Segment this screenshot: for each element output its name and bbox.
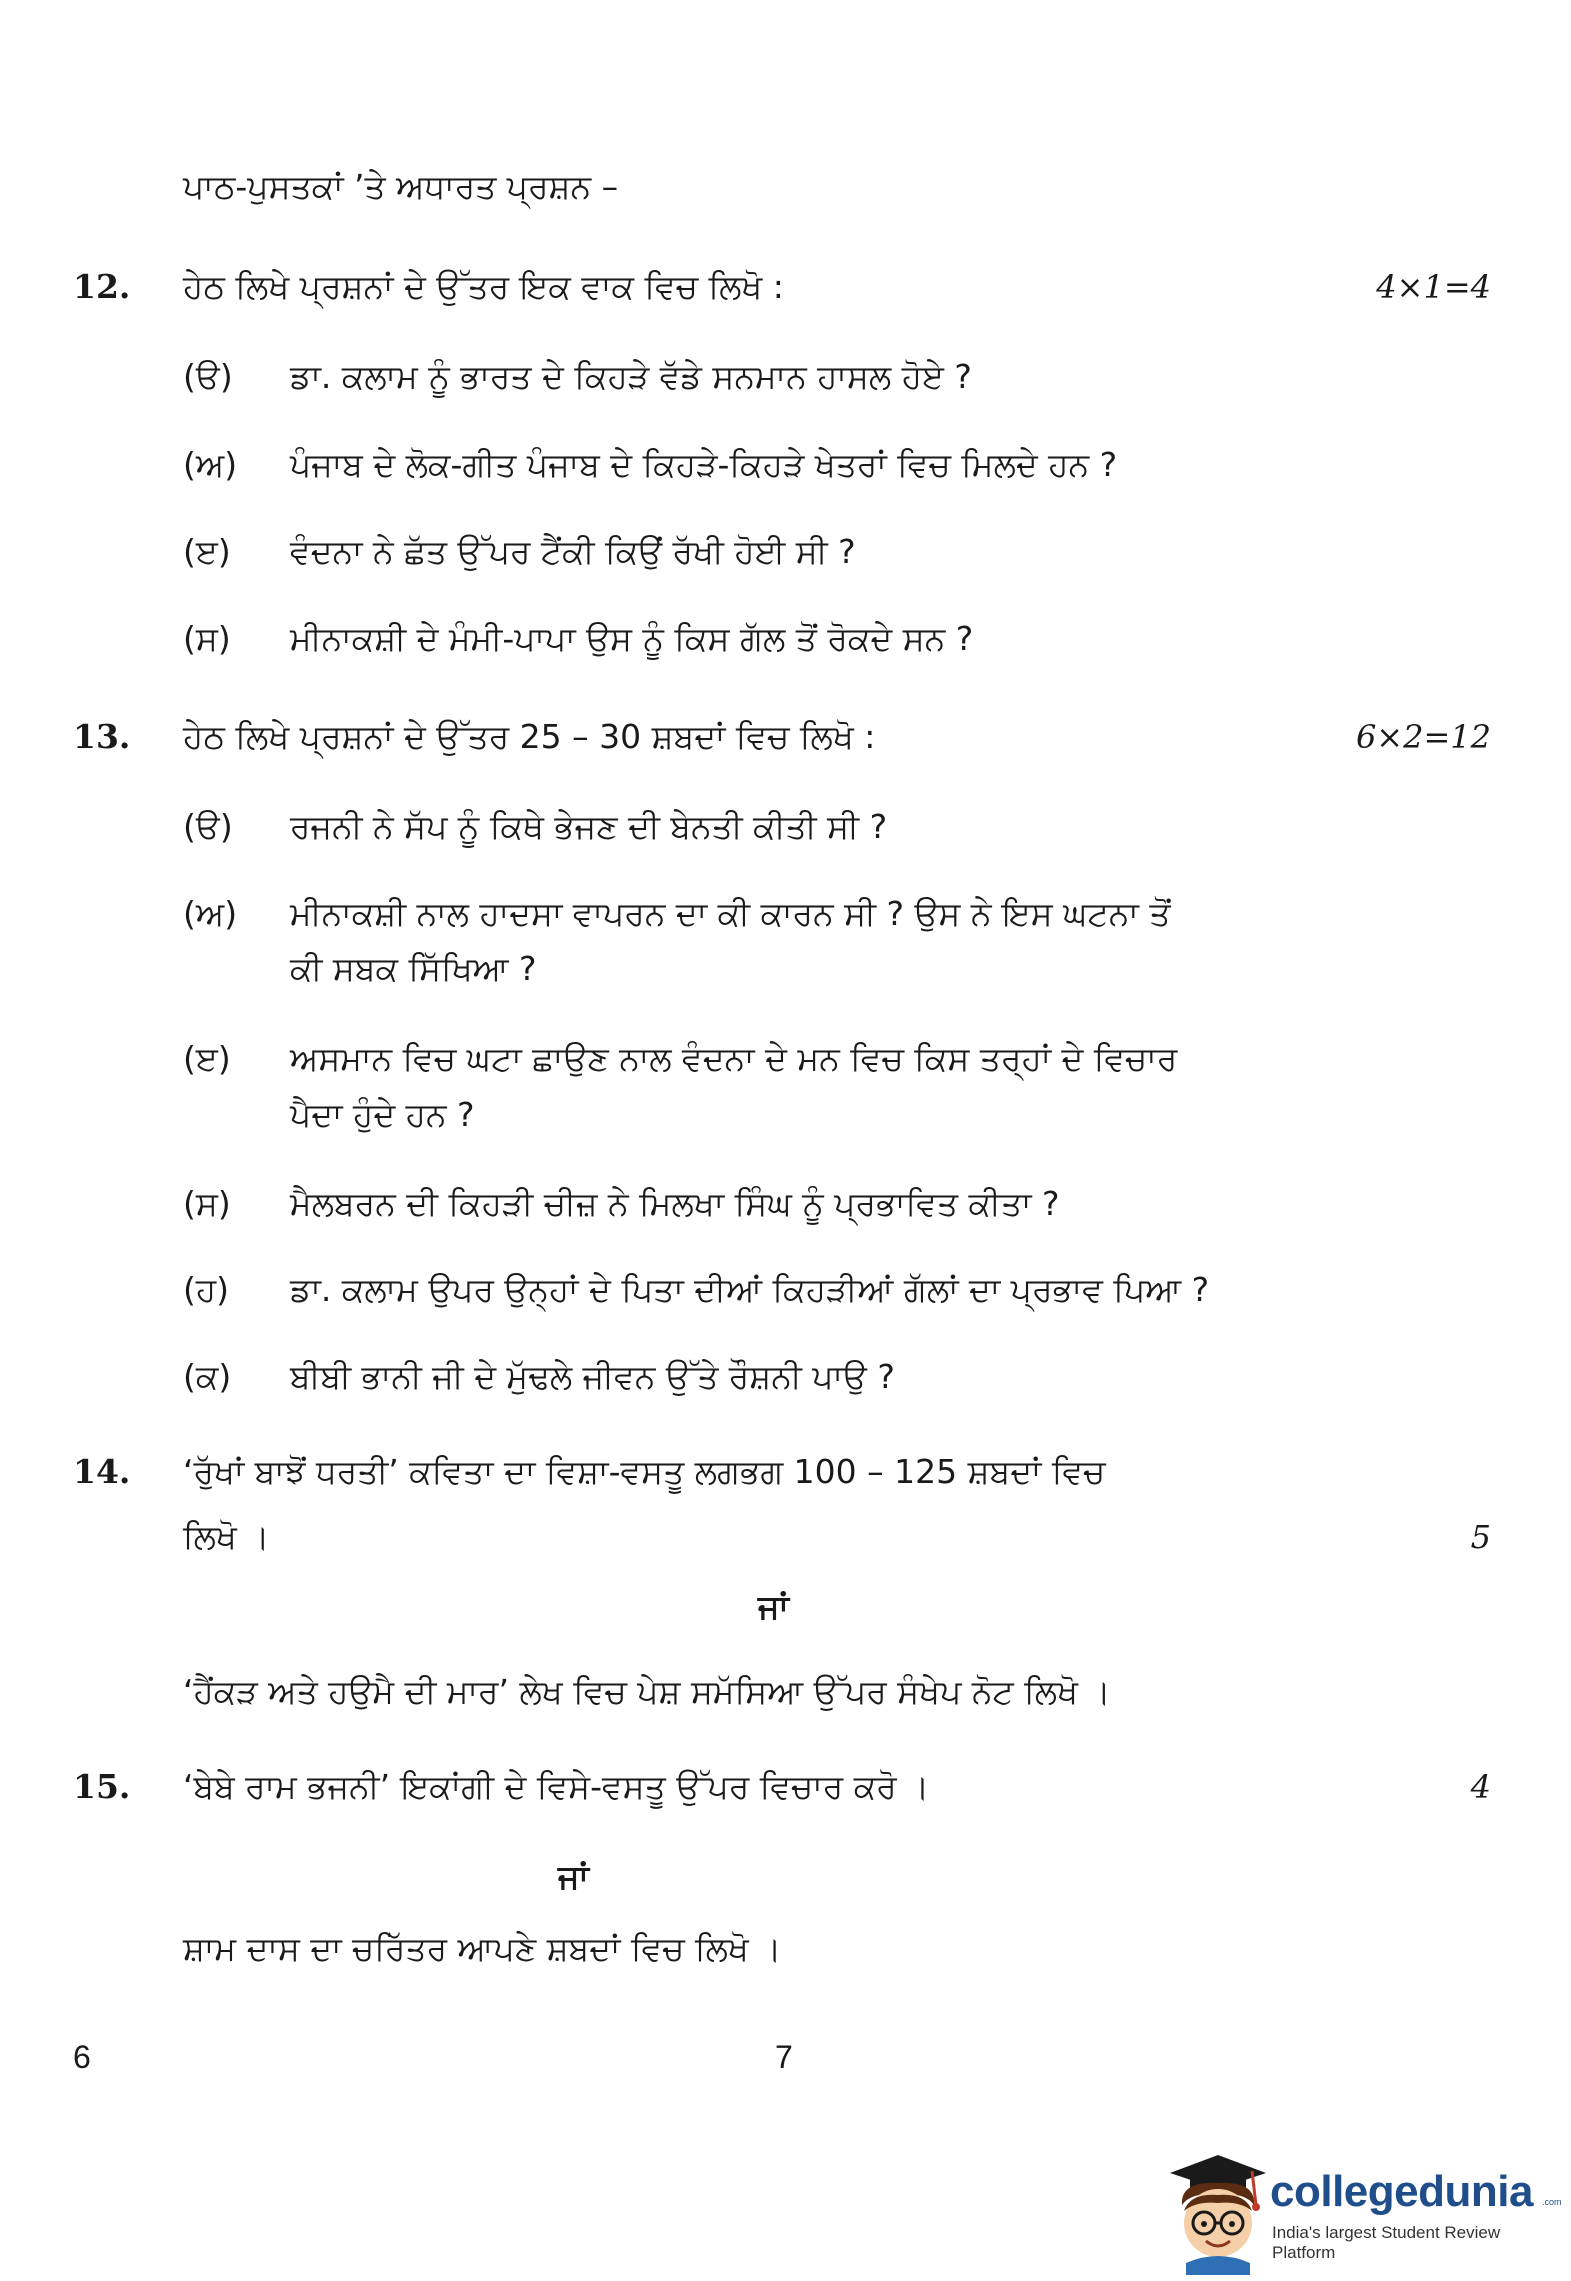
q12-part-text: ਵੰਦਨਾ ਨੇ ਛੱਤ ਉੱਪਰ ਟੈਂਕੀ ਕਿਉਂ ਰੱਖੀ ਹੋਈ ਸੀ ? [290,532,856,571]
question-15-marks: 4 [1470,1768,1491,1806]
q12-part-text: ਮੀਨਾਕਸ਼ੀ ਦੇ ਮੰਮੀ-ਪਾਪਾ ਉਸ ਨੂੰ ਕਿਸ ਗੱਲ ਤੋਂ ਰੋਕਦੇ ਸਨ ? [290,619,974,658]
question-15-alternative: ਸ਼ਾਮ ਦਾਸ ਦਾ ਚਰਿੱਤਰ ਆਪਣੇ ਸ਼ਬਦਾਂ ਵਿਚ ਲਿਖੋ । [183,1929,782,1968]
question-14-text-continued: ਲਿਖੋ । [183,1517,270,1556]
q13-part-label: (ਕ) [183,1357,232,1396]
q12-part-label: (ੳ) [183,357,233,396]
q13-part-text: ਡਾ. ਕਲਾਮ ਉਪਰ ਉਨ੍ਹਾਂ ਦੇ ਪਿਤਾ ਦੀਆਂ ਕਿਹੜੀਆਂ ਗੱਲਾਂ ਦਾ ਪ੍ਰਭਾਵ ਪਿਆ ? [290,1270,1210,1309]
collegedunia-logo [1160,2145,1560,2275]
q13-part-label: (ਅ) [183,894,238,933]
question-13-text: ਹੇਠ ਲਿਖੇ ਪ੍ਰਸ਼ਨਾਂ ਦੇ ਉੱਤਰ 25 – 30 ਸ਼ਬਦਾਂ ਵਿਚ ਲਿਖੋ : [183,717,876,756]
q13-part-text: ਰਜਨੀ ਨੇ ਸੱਪ ਨੂੰ ਕਿਥੇ ਭੇਜਣ ਦੀ ਬੇਨਤੀ ਕੀਤੀ ਸੀ ? [290,807,888,846]
question-13-marks: 6×2=12 [1355,718,1491,756]
question-14-marks: 5 [1470,1518,1491,1556]
student-mascot-icon [1160,2145,1270,2275]
question-12-number: 12. [73,267,131,306]
question-12-marks: 4×1=4 [1376,268,1491,306]
q13-part-text: ਮੀਨਾਕਸ਼ੀ ਨਾਲ ਹਾਦਸਾ ਵਾਪਰਨ ਦਾ ਕੀ ਕਾਰਨ ਸੀ ? ਉਸ ਨੇ ਇਸ ਘਟਨਾ ਤੋਂ [290,894,1171,933]
question-14-alternative: ‘ਹੈਂਕੜ ਅਤੇ ਹਉਮੈ ਦੀ ਮਾਰ’ ਲੇਖ ਵਿਚ ਪੇਸ਼ ਸਮੱਸਿਆ ਉੱਪਰ ਸੰਖੇਪ ਨੋਟ ਲਿਖੋ । [183,1672,1111,1711]
q13-part-label: (ਸ) [183,1184,231,1223]
q12-part-label: (ੲ) [183,532,231,571]
q13-part-label: (ੳ) [183,807,233,846]
question-14-number: 14. [73,1452,131,1491]
footer-left-number: 6 [73,2039,91,2075]
page-number: 7 [775,2039,793,2075]
q13-part-label: (ਹ) [183,1270,230,1309]
q13-part-text-continued: ਕੀ ਸਬਕ ਸਿੱਖਿਆ ? [290,949,537,988]
logo-tagline: India's largest Student Review Platform [1272,2223,1501,2262]
q13-part-text: ਅਸਮਾਨ ਵਿਚ ਘਟਾ ਛਾਉਣ ਨਾਲ ਵੰਦਨਾ ਦੇ ਮਨ ਵਿਚ ਕਿਸ ਤਰ੍ਹਾਂ ਦੇ ਵਿਚਾਰ [290,1039,1178,1078]
q13-part-label: (ੲ) [183,1039,231,1078]
logo-suffix: .com [1542,2197,1562,2207]
question-15-text: ‘ਬੇਬੇ ਰਾਮ ਭਜਨੀ’ ਇਕਾਂਗੀ ਦੇ ਵਿਸੇ-ਵਸਤੂ ਉੱਪਰ ਵਿਚਾਰ ਕਰੋ । [183,1767,930,1806]
question-14-text: ‘ਰੁੱਖਾਂ ਬਾਝੋਂ ਧਰਤੀ’ ਕਵਿਤਾ ਦਾ ਵਿਸ਼ਾ-ਵਸਤੂ ਲਗਭਗ 100 – 125 ਸ਼ਬਦਾਂ ਵਿਚ [183,1452,1106,1491]
question-12-text: ਹੇਠ ਲਿਖੇ ਪ੍ਰਸ਼ਨਾਂ ਦੇ ਉੱਤਰ ਇਕ ਵਾਕ ਵਿਚ ਲਿਖੋ : [183,267,784,306]
q12-part-label: (ਅ) [183,445,238,484]
section-heading: ਪਾਠ-ਪੁਸਤਕਾਂ ’ਤੇ ਅਧਾਰਤ ਪ੍ਰਸ਼ਨ – [183,167,619,206]
question-15-or-label: ਜਾਂ [558,1857,589,1896]
logo-name: collegedunia [1270,2167,1533,2216]
q12-part-text: ਡਾ. ਕਲਾਮ ਨੂੰ ਭਾਰਤ ਦੇ ਕਿਹੜੇ ਵੱਡੇ ਸਨਮਾਨ ਹਾਸਲ ਹੋਏ ? [290,357,972,396]
question-14-or-label: ਜਾਂ [758,1587,789,1626]
q13-part-text: ਮੈਲਬਰਨ ਦੀ ਕਿਹੜੀ ਚੀਜ਼ ਨੇ ਮਿਲਖਾ ਸਿੰਘ ਨੂੰ ਪ੍ਰਭਾਵਿਤ ਕੀਤਾ ? [290,1184,1060,1223]
q13-part-text: ਬੀਬੀ ਭਾਨੀ ਜੀ ਦੇ ਮੁੱਢਲੇ ਜੀਵਨ ਉੱਤੇ ਰੌਸ਼ਨੀ ਪਾਉ ? [290,1357,895,1396]
q12-part-label: (ਸ) [183,619,231,658]
question-15-number: 15. [73,1767,131,1806]
q12-part-text: ਪੰਜਾਬ ਦੇ ਲੋਕ-ਗੀਤ ਪੰਜਾਬ ਦੇ ਕਿਹੜੇ-ਕਿਹੜੇ ਖੇਤਰਾਂ ਵਿਚ ਮਿਲਦੇ ਹਨ ? [290,445,1118,484]
q13-part-text-continued: ਪੈਦਾ ਹੁੰਦੇ ਹਨ ? [290,1095,475,1134]
question-13-number: 13. [73,717,131,756]
